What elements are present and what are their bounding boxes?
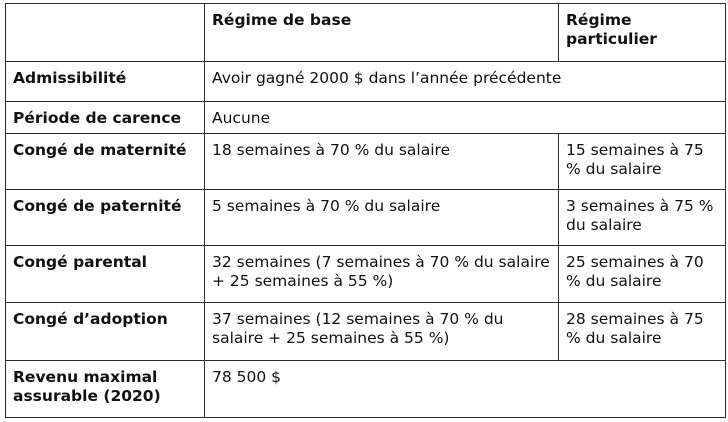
header-regime-particulier: Régime particulier bbox=[559, 4, 726, 62]
table-row bbox=[6, 303, 726, 361]
cell-parental-base: 32 semaines (7 semaines à 70 % du salaire + 25 semaines à 55 %) bbox=[205, 246, 559, 303]
cell-parental-particulier: 25 semaines à 70 % du salaire bbox=[559, 246, 726, 303]
cell-periode-carence-value: Aucune bbox=[205, 102, 726, 134]
table-row bbox=[6, 102, 726, 134]
cell-maternite-particulier: 15 semaines à 75 % du salaire bbox=[559, 134, 726, 190]
row-label-admissibilite: Admissibilité bbox=[6, 62, 205, 102]
row-label-conge-adoption: Congé d’adoption bbox=[6, 303, 205, 361]
cell-paternite-particulier: 3 semaines à 75 % du salaire bbox=[559, 190, 726, 246]
table-row bbox=[6, 190, 726, 246]
table-row bbox=[6, 361, 726, 418]
comparison-table bbox=[5, 3, 726, 418]
cell-revenu-maximal-value: 78 500 $ bbox=[205, 361, 726, 418]
row-label-revenu-maximal: Revenu maximal assurable (2020) bbox=[6, 361, 205, 418]
row-label-conge-maternite: Congé de maternité bbox=[6, 134, 205, 190]
header-empty-cell bbox=[6, 4, 205, 62]
header-row bbox=[6, 4, 726, 62]
table-row bbox=[6, 134, 726, 190]
cell-adoption-base: 37 semaines (12 semaines à 70 % du salaire + 25 semaines à 55 %) bbox=[205, 303, 559, 361]
row-label-periode-carence: Période de carence bbox=[6, 102, 205, 134]
cell-admissibilite-value: Avoir gagné 2000 $ dans l’année précédente bbox=[205, 62, 726, 102]
table-row bbox=[6, 246, 726, 303]
row-label-conge-paternite: Congé de paternité bbox=[6, 190, 205, 246]
header-regime-base: Régime de base bbox=[205, 4, 559, 62]
row-label-conge-parental: Congé parental bbox=[6, 246, 205, 303]
table-row bbox=[6, 62, 726, 102]
cell-adoption-particulier: 28 semaines à 75 % du salaire bbox=[559, 303, 726, 361]
cell-paternite-base: 5 semaines à 70 % du salaire bbox=[205, 190, 559, 246]
cell-maternite-base: 18 semaines à 70 % du salaire bbox=[205, 134, 559, 190]
